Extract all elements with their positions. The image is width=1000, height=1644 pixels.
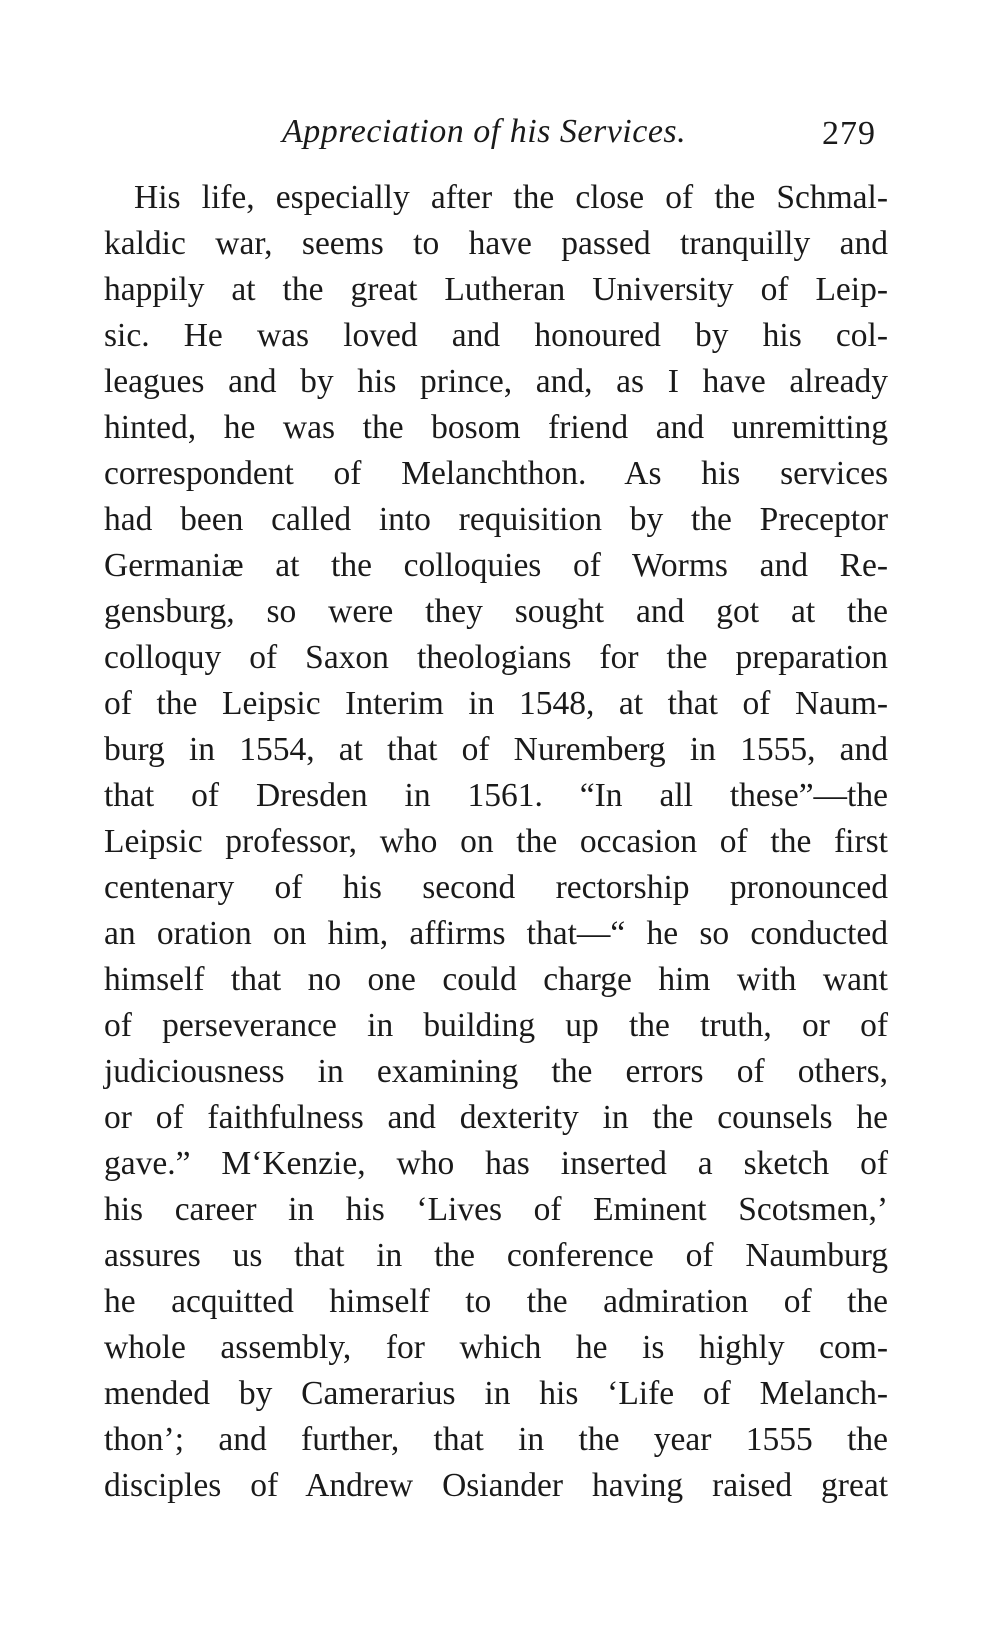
- text-line: had been called into requisition by the Preceptor: [104, 501, 888, 538]
- text-line: of the Leipsic Interim in 1548, at that of Naum-: [104, 685, 888, 722]
- text-line: himself that no one could charge him with want: [104, 961, 888, 998]
- text-line: his career in his ‘Lives of Eminent Scotsmen,’: [104, 1191, 888, 1228]
- text-line: leagues and by his prince, and, as I have already: [104, 363, 888, 400]
- text-line: correspondent of Melanchthon. As his services: [104, 455, 888, 492]
- text-line: kaldic war, seems to have passed tranquilly and: [104, 225, 888, 262]
- text-line: judiciousness in examining the errors of others,: [104, 1053, 888, 1090]
- text-line: Germaniæ at the colloquies of Worms and Re-: [104, 547, 888, 584]
- text-line: centenary of his second rectorship pronounced: [104, 869, 888, 906]
- running-head: [104, 110, 888, 154]
- text-line: Leipsic professor, who on the occasion of the first: [104, 823, 888, 860]
- text-line: mended by Camerarius in his ‘Life of Melanch-: [104, 1375, 888, 1412]
- body-paragraph: [104, 175, 888, 1509]
- page-number: 279: [822, 115, 876, 152]
- text-line: disciples of Andrew Osiander having raised great: [104, 1467, 888, 1504]
- text-line: or of faithfulness and dexterity in the counsels he: [104, 1099, 888, 1136]
- text-line: whole assembly, for which he is highly com-: [104, 1329, 888, 1366]
- text-line: His life, especially after the close of the Schmal-: [134, 179, 888, 216]
- text-line: happily at the great Lutheran University of Leip-: [104, 271, 888, 308]
- text-line: assures us that in the conference of Naumburg: [104, 1237, 888, 1274]
- text-line: of perseverance in building up the truth, or of: [104, 1007, 888, 1044]
- text-line: gave.” M‘Kenzie, who has inserted a sketch of: [104, 1145, 888, 1182]
- text-line: that of Dresden in 1561. “In all these”—the: [104, 777, 888, 814]
- text-line: an oration on him, affirms that—“ he so conducted: [104, 915, 888, 952]
- text-line: sic. He was loved and honoured by his col-: [104, 317, 888, 354]
- text-line: burg in 1554, at that of Nuremberg in 1555, and: [104, 731, 888, 768]
- text-line: hinted, he was the bosom friend and unremitting: [104, 409, 888, 446]
- text-line: thon’; and further, that in the year 1555 the: [104, 1421, 888, 1458]
- text-line: colloquy of Saxon theologians for the preparation: [104, 639, 888, 676]
- running-title: Appreciation of his Services.: [282, 113, 687, 150]
- text-line: he acquitted himself to the admiration of the: [104, 1283, 888, 1320]
- text-line: gensburg, so were they sought and got at the: [104, 593, 888, 630]
